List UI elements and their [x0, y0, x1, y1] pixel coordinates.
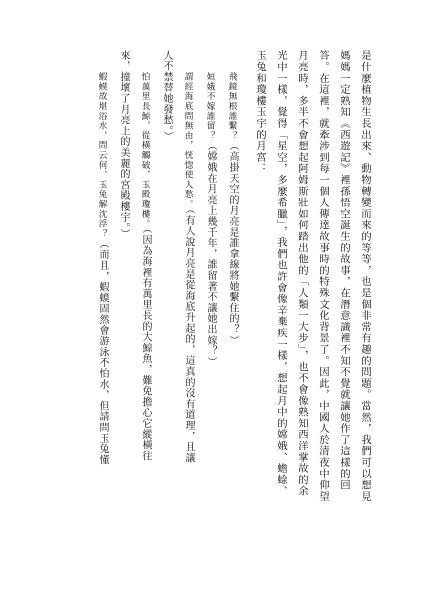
prose-line-5: 光中一樣，覺得「星空，多麼希臘」，我們也許會像辛棄疾一樣，想起月中的嫦娥、蟾蜍、	[275, 50, 287, 497]
verse-quote: 姮娥不嫁誰留？	[205, 72, 215, 141]
vertical-text-block	[88, 50, 372, 562]
verse-translation: （嫦娥在月亮上幾千年，誰留著不讓她出嫁？）	[205, 140, 216, 368]
verse-translation: （有人說月亮是從海底升起的，這真的沒有道理，且讓	[183, 209, 194, 464]
prose-line-1: 是什麼植物生長出來、動物轉變而來的等等，也是個非常有趣的問題。當然，我們可以想見	[359, 50, 371, 502]
verse-translation: （因為海裡有萬里長的大鯨魚，難免擔心它縱橫往	[140, 228, 151, 462]
verse-line-5	[137, 50, 153, 562]
verse-quote: 謂經海底問無由，恍惚使人愁。	[183, 72, 193, 210]
verse-line-7	[94, 50, 110, 562]
verse-quote: 怕萬里長鯨，從橫觸破，玉殿瓊樓。	[140, 72, 150, 229]
verse-translation: （高掛天空的月亮是誰拿線將她繫住的？）	[227, 140, 238, 346]
verse-line-3	[180, 50, 196, 562]
prose-line-3: 答。在這裡，就牽涉到每一個人傳達故事時的特殊文化背景了。因此，中國人於清夜中仰望	[317, 50, 329, 502]
verse-line-2	[202, 50, 218, 562]
verse-quote: 蝦蟆故堪浴水，問云何、玉兔解沈浮？	[97, 72, 107, 239]
prose-line-2: 媽媽一定熟知《西遊記》裡孫悟空誕生的故事，在潛意識裡不知不覺就讓她作了這樣的回	[338, 50, 350, 491]
verse-line-4	[159, 50, 174, 562]
prose-line-4: 月亮時，多半不會想起阿姆斯壯如何踏出他的「人類一大步」，也不會像熟知西洋掌故的余	[296, 50, 308, 497]
verse-translation: （而且，蝦蟆固然會游泳不怕水，但請問玉兔懂	[97, 238, 108, 466]
verse-translation: 人不禁替她發愁。）	[161, 50, 172, 143]
section-gap	[240, 50, 246, 562]
verse-line-1	[224, 50, 240, 562]
prose-line-6: 玉兔和瓊樓玉宇的月宮：	[254, 50, 266, 175]
verse-quote: 飛鏡無根誰繫？	[227, 72, 237, 141]
verse-translation: 來，撞壞了月亮上的美麗的宮殿樓宇。）	[118, 50, 129, 240]
verse-line-6	[116, 50, 131, 562]
